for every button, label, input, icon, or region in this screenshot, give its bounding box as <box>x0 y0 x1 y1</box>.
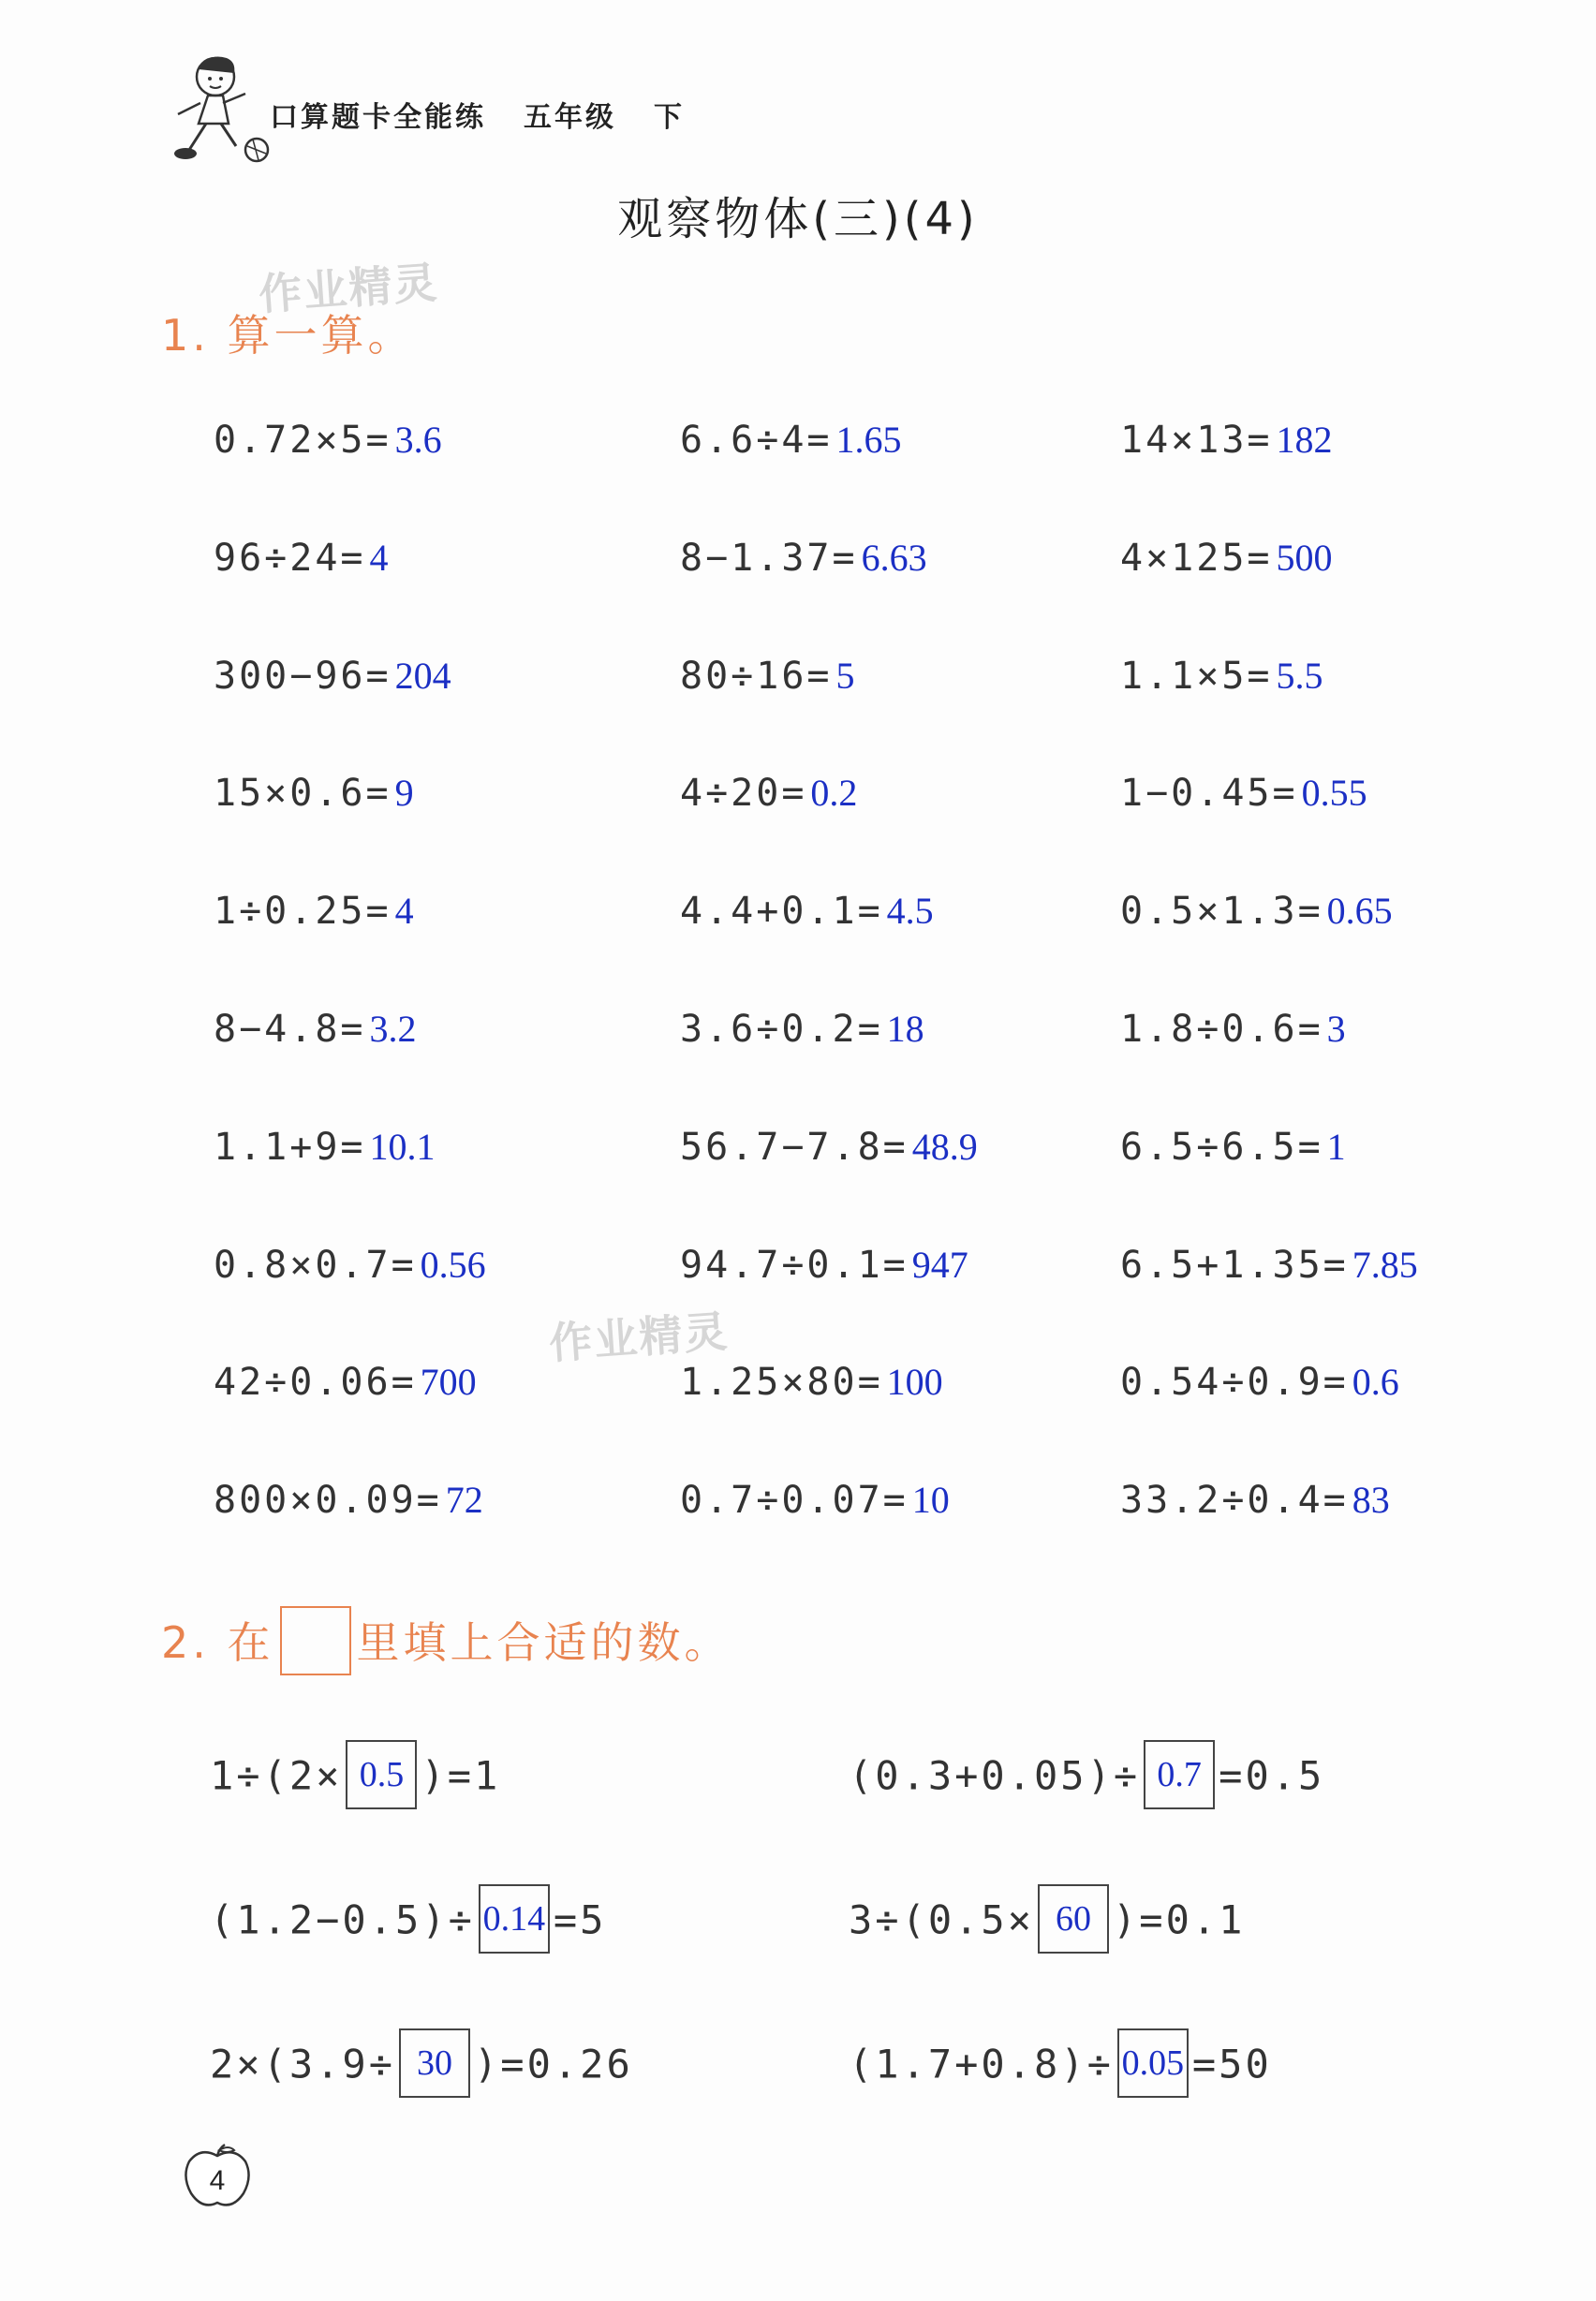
calc-question: 0.54÷0.9= <box>1120 1361 1349 1405</box>
calc-question: 8−4.8= <box>214 1008 366 1051</box>
calc-answer: 1 <box>1326 1125 1346 1168</box>
calc-problem <box>680 418 902 462</box>
calc-answer: 10.1 <box>369 1125 436 1168</box>
calc-question: 6.5+1.35= <box>1120 1243 1349 1287</box>
fill-problem <box>210 2032 633 2102</box>
calc-answer: 18 <box>886 1008 924 1050</box>
calc-problem <box>214 1007 417 1051</box>
calc-answer: 3 <box>1326 1008 1346 1050</box>
section-2-heading <box>161 1609 732 1681</box>
calc-question: 56.7−7.8= <box>680 1125 909 1169</box>
calc-question: 1.1+9= <box>214 1125 366 1169</box>
calc-answer: 500 <box>1276 536 1333 579</box>
grade-label: 五年级 <box>524 101 616 134</box>
book-title: 口算题卡全能练 <box>270 101 486 134</box>
calc-answer: 4 <box>394 890 414 933</box>
running-header <box>270 94 722 135</box>
calc-question: 1.1×5= <box>1120 654 1273 698</box>
calc-question: 800×0.09= <box>214 1479 442 1523</box>
fill-problem <box>210 1888 606 1957</box>
calc-problem <box>1120 536 1333 580</box>
fill-expression-after: )=1 <box>421 1752 501 1799</box>
section-2-heading-prefix: 2. 在 <box>161 1617 274 1668</box>
calc-problem <box>680 1360 943 1404</box>
calc-problem <box>1120 1360 1399 1404</box>
apple-page-number-icon <box>182 2143 253 2210</box>
page-number: 4 <box>209 2165 226 2196</box>
answer-box[interactable]: 0.5 <box>346 1740 417 1809</box>
calc-problem <box>680 1125 978 1169</box>
calc-answer: 4 <box>369 536 389 579</box>
calc-problem <box>214 536 389 580</box>
fill-problem <box>849 2032 1272 2102</box>
calc-answer: 6.63 <box>861 536 927 579</box>
calc-question: 0.7÷0.07= <box>680 1479 909 1523</box>
answer-box[interactable]: 0.05 <box>1117 2028 1189 2098</box>
watermark: 作业精灵 <box>547 1305 731 1369</box>
fill-expression-after: =5 <box>553 1896 607 1943</box>
calc-problem <box>680 1243 968 1287</box>
calc-question: 4.4+0.1= <box>680 890 883 934</box>
calc-problem <box>1120 1243 1418 1287</box>
calc-answer: 9 <box>394 772 414 815</box>
calc-answer: 0.6 <box>1352 1361 1399 1404</box>
calc-problem <box>680 771 857 815</box>
calc-answer: 0.56 <box>420 1243 486 1286</box>
calc-problem <box>214 1478 483 1522</box>
answer-box[interactable]: 60 <box>1038 1884 1109 1954</box>
fill-problem <box>849 1888 1245 1957</box>
calc-answer: 3.6 <box>394 419 442 461</box>
calc-question: 300−96= <box>214 654 392 698</box>
calc-answer: 10 <box>911 1479 950 1522</box>
calc-question: 96÷24= <box>214 536 366 580</box>
watermark: 作业精灵 <box>257 257 440 320</box>
calc-question: 8−1.37= <box>680 536 858 580</box>
calc-answer: 0.65 <box>1326 890 1393 933</box>
calc-question: 0.72×5= <box>214 419 392 462</box>
fill-expression-before: (1.7+0.8)÷ <box>849 2041 1114 2087</box>
answer-box[interactable]: 30 <box>399 2028 470 2098</box>
calc-answer: 5 <box>835 654 855 697</box>
calc-problem <box>1120 771 1367 815</box>
section-1-heading: 1. 算一算。 <box>161 310 415 361</box>
fill-expression-after: =50 <box>1191 2041 1272 2087</box>
calc-problem <box>1120 418 1333 462</box>
calc-question: 14×13= <box>1120 419 1273 462</box>
calc-problem <box>1120 889 1393 933</box>
calc-question: 1÷0.25= <box>214 890 392 934</box>
calc-problem <box>680 536 927 580</box>
calc-question: 33.2÷0.4= <box>1120 1479 1349 1523</box>
calc-answer: 0.55 <box>1301 772 1367 815</box>
calc-problem <box>214 889 414 933</box>
calc-question: 80÷16= <box>680 654 833 698</box>
fill-expression-after: =0.5 <box>1219 1752 1325 1799</box>
calc-answer: 3.2 <box>369 1008 417 1050</box>
calc-answer: 182 <box>1276 419 1333 461</box>
calc-problem <box>680 654 855 698</box>
calc-question: 4÷20= <box>680 772 807 816</box>
calc-answer: 48.9 <box>911 1125 978 1168</box>
fill-problem <box>210 1744 500 1813</box>
calc-question: 6.6÷4= <box>680 419 833 462</box>
page-title: 观察物体(三)(4) <box>617 193 979 245</box>
fill-problem <box>849 1744 1324 1813</box>
fill-expression-before: 2×(3.9÷ <box>210 2041 396 2087</box>
calc-problem <box>680 1478 950 1522</box>
calc-answer: 700 <box>420 1361 477 1404</box>
calc-question: 6.5÷6.5= <box>1120 1125 1323 1169</box>
calc-problem <box>214 1360 477 1404</box>
fill-expression-before: 3÷(0.5× <box>849 1896 1035 1943</box>
calc-answer: 100 <box>886 1361 943 1404</box>
calc-answer: 83 <box>1352 1479 1390 1522</box>
mascot-boy-icon <box>161 49 273 166</box>
calc-problem <box>680 1007 924 1051</box>
blank-box-icon <box>280 1606 351 1675</box>
fill-expression-after: )=0.1 <box>1113 1896 1246 1943</box>
fill-expression-before: (0.3+0.05)÷ <box>849 1752 1141 1799</box>
term-label: 下 <box>654 101 685 134</box>
answer-box[interactable]: 0.14 <box>479 1884 550 1954</box>
calc-answer: 4.5 <box>886 890 934 933</box>
calc-question: 42÷0.06= <box>214 1361 417 1405</box>
calc-question: 4×125= <box>1120 536 1273 580</box>
calc-problem <box>214 1243 486 1287</box>
calc-answer: 947 <box>911 1243 968 1286</box>
calc-question: 1.8÷0.6= <box>1120 1008 1323 1051</box>
calc-answer: 0.2 <box>810 772 858 815</box>
calc-answer: 1.65 <box>835 419 902 461</box>
calc-answer: 204 <box>394 654 451 697</box>
calc-problem <box>1120 1007 1346 1051</box>
calc-problem <box>680 889 934 933</box>
calc-problem <box>214 1125 436 1169</box>
calc-problem <box>1120 1125 1346 1169</box>
calc-problem <box>1120 654 1323 698</box>
calc-answer: 7.85 <box>1352 1243 1418 1286</box>
calc-question: 0.8×0.7= <box>214 1243 417 1287</box>
calc-problem <box>1120 1478 1390 1522</box>
calc-question: 15×0.6= <box>214 772 392 816</box>
calc-question: 1.25×80= <box>680 1361 883 1405</box>
calc-answer: 5.5 <box>1276 654 1323 697</box>
calc-problem <box>214 654 451 698</box>
section-2-heading-suffix: 里填上合适的数。 <box>356 1617 732 1668</box>
answer-box[interactable]: 0.7 <box>1144 1740 1215 1809</box>
calc-question: 3.6÷0.2= <box>680 1008 883 1051</box>
calc-problem <box>214 771 414 815</box>
calc-question: 1−0.45= <box>1120 772 1298 816</box>
calc-problem <box>214 418 442 462</box>
calc-question: 94.7÷0.1= <box>680 1243 909 1287</box>
fill-expression-before: 1÷(2× <box>210 1752 343 1799</box>
calc-answer: 72 <box>445 1479 483 1522</box>
fill-expression-after: )=0.26 <box>474 2041 633 2087</box>
fill-expression-before: (1.2−0.5)÷ <box>210 1896 475 1943</box>
calc-question: 0.5×1.3= <box>1120 890 1323 934</box>
